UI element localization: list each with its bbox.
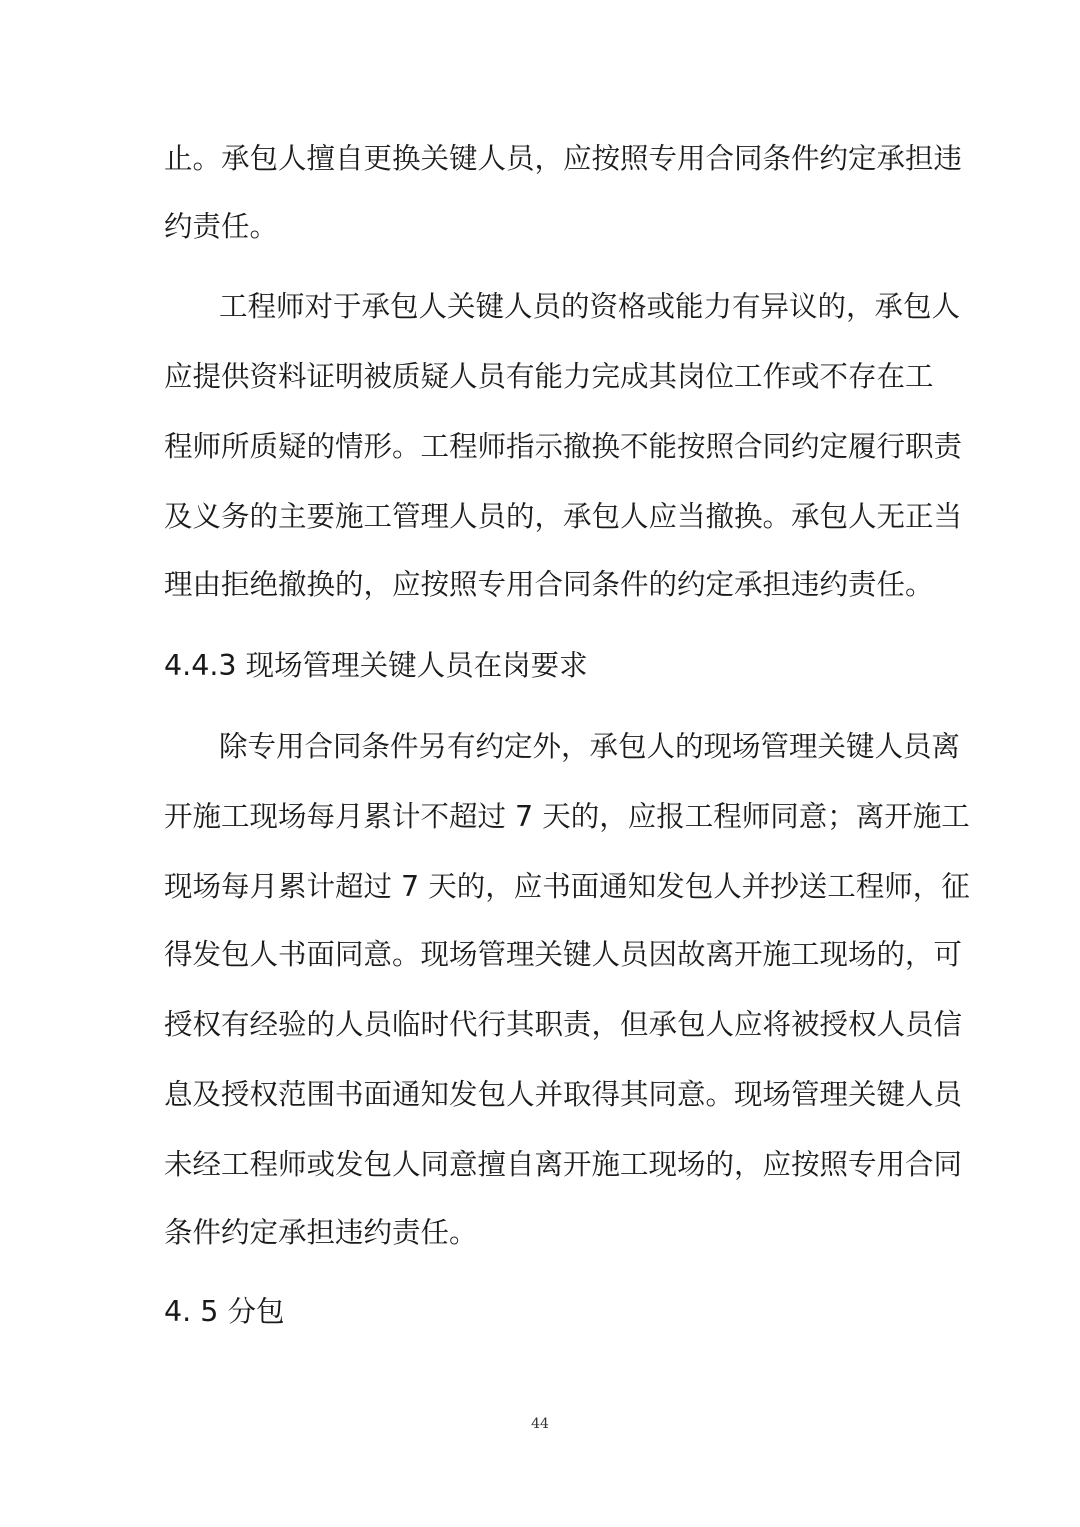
section-heading: 4. 5 分包	[164, 1295, 285, 1328]
page-number: 44	[531, 1416, 549, 1432]
paragraph-line: 程师所质疑的情形。工程师指示撤换不能按照合同约定履行职责	[164, 430, 963, 463]
paragraph-line: 条件约定承担违约责任。	[164, 1216, 478, 1249]
paragraph-line: 现场每月累计超过 7 天的，应书面通知发包人并抄送工程师，征	[164, 870, 970, 903]
paragraph-line: 息及授权范围书面通知发包人并取得其同意。现场管理关键人员	[164, 1078, 963, 1111]
paragraph-line: 及义务的主要施工管理人员的，承包人应当撤换。承包人无正当	[164, 500, 963, 533]
paragraph-line: 工程师对于承包人关键人员的资格或能力有异议的，承包人	[219, 290, 961, 323]
paragraph-line: 止。承包人擅自更换关键人员，应按照专用合同条件约定承担违	[164, 142, 963, 175]
section-heading: 4.4.3 现场管理关键人员在岗要求	[164, 649, 588, 682]
paragraph-line: 理由拒绝撤换的，应按照专用合同条件的约定承担违约责任。	[164, 568, 934, 601]
paragraph-line: 授权有经验的人员临时代行其职责，但承包人应将被授权人员信	[164, 1008, 963, 1041]
paragraph-line: 得发包人书面同意。现场管理关键人员因故离开施工现场的，可	[164, 938, 963, 971]
paragraph-line: 未经工程师或发包人同意擅自离开施工现场的，应按照专用合同	[164, 1148, 963, 1181]
paragraph-line: 约责任。	[164, 210, 279, 243]
paragraph-line: 除专用合同条件另有约定外，承包人的现场管理关键人员离	[219, 730, 961, 763]
paragraph-line: 应提供资料证明被质疑人员有能力完成其岗位工作或不存在工	[164, 360, 934, 393]
paragraph-line: 开施工现场每月累计不超过 7 天的，应报工程师同意；离开施工	[164, 800, 970, 833]
